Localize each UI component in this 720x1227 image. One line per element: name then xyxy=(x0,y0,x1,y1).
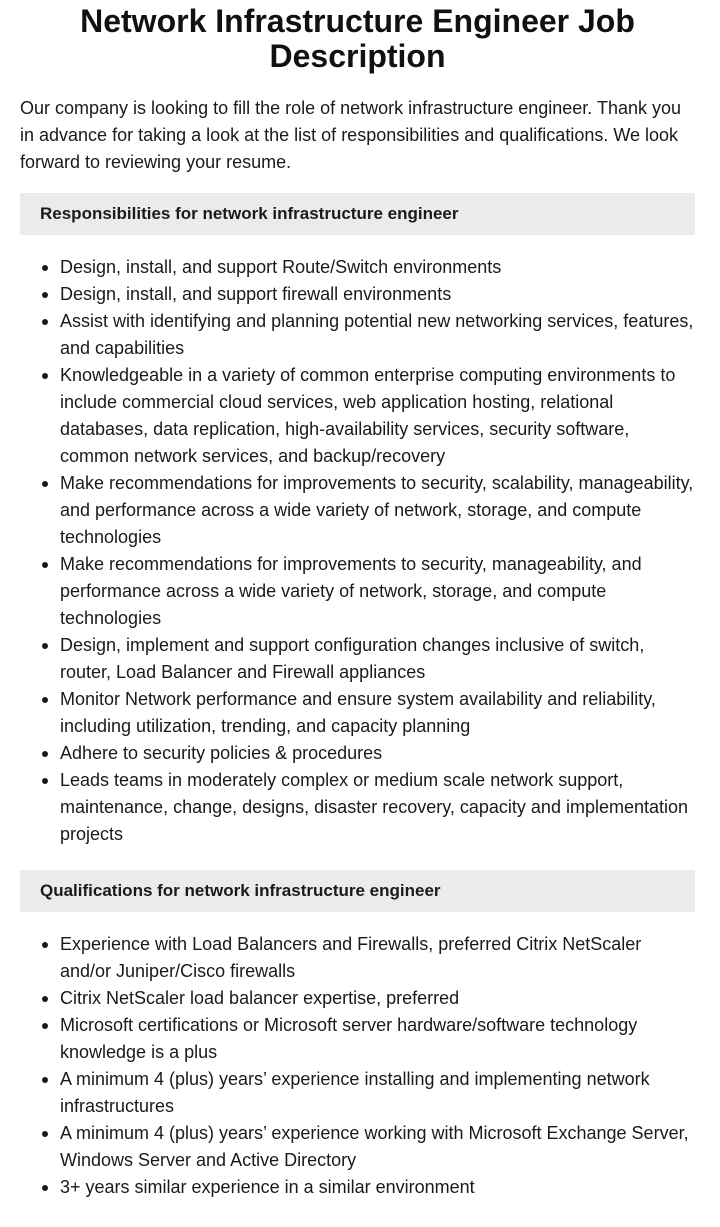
list-item: Adhere to security policies & procedures xyxy=(60,740,695,767)
list-item: Citrix NetScaler load balancer expertise, preferred xyxy=(60,985,695,1012)
section-spacer xyxy=(20,848,695,853)
list-item: Design, install, and support Route/Switch environments xyxy=(60,254,695,281)
qualifications-heading: Qualifications for network infrastructure engineer xyxy=(20,870,695,912)
list-item: Make recommendations for improvements to security, manageability, and performance across a wide variety of network, storage, and compute technologies xyxy=(60,551,695,632)
list-item: A minimum 4 (plus) years’ experience working with Microsoft Exchange Server, Windows Server and Active Directory xyxy=(60,1120,695,1174)
responsibilities-heading: Responsibilities for network infrastructure engineer xyxy=(20,193,695,235)
list-item: Leads teams in moderately complex or medium scale network support, maintenance, change, designs, disaster recovery, capacity and implementation projects xyxy=(60,767,695,848)
list-item: 3+ years similar experience in a similar environment xyxy=(60,1174,695,1201)
list-item: Knowledgeable in a variety of common enterprise computing environments to include commercial cloud services, web application hosting, relational databases, data replication, high-availability services, security software, common network services, and backup/recovery xyxy=(60,362,695,470)
list-item: Make recommendations for improvements to security, scalability, manageability, and performance across a wide variety of network, storage, and compute technologies xyxy=(60,470,695,551)
list-item: Microsoft certifications or Microsoft server hardware/software technology knowledge is a plus xyxy=(60,1012,695,1066)
list-item: Design, implement and support configuration changes inclusive of switch, router, Load Balancer and Firewall appliances xyxy=(60,632,695,686)
page-title: Network Infrastructure Engineer Job Description xyxy=(80,3,635,74)
list-item: Experience with Load Balancers and Firewalls, preferred Citrix NetScaler and/or Juniper/Cisco firewalls xyxy=(60,931,695,985)
qualifications-list xyxy=(20,931,695,1201)
intro-paragraph: Our company is looking to fill the role of network infrastructure engineer. Thank you in advance for taking a look at the list of responsibilities and qualifications. We look forward to reviewing your resume. xyxy=(20,98,682,172)
responsibilities-section xyxy=(20,193,695,848)
qualifications-section xyxy=(20,870,695,1201)
list-item: A minimum 4 (plus) years’ experience installing and implementing network infrastructures xyxy=(60,1066,695,1120)
list-item: Assist with identifying and planning potential new networking services, features, and capabilities xyxy=(60,308,695,362)
responsibilities-list xyxy=(20,254,695,848)
list-item: Design, install, and support firewall environments xyxy=(60,281,695,308)
list-item: Monitor Network performance and ensure system availability and reliability, including utilization, trending, and capacity planning xyxy=(60,686,695,740)
